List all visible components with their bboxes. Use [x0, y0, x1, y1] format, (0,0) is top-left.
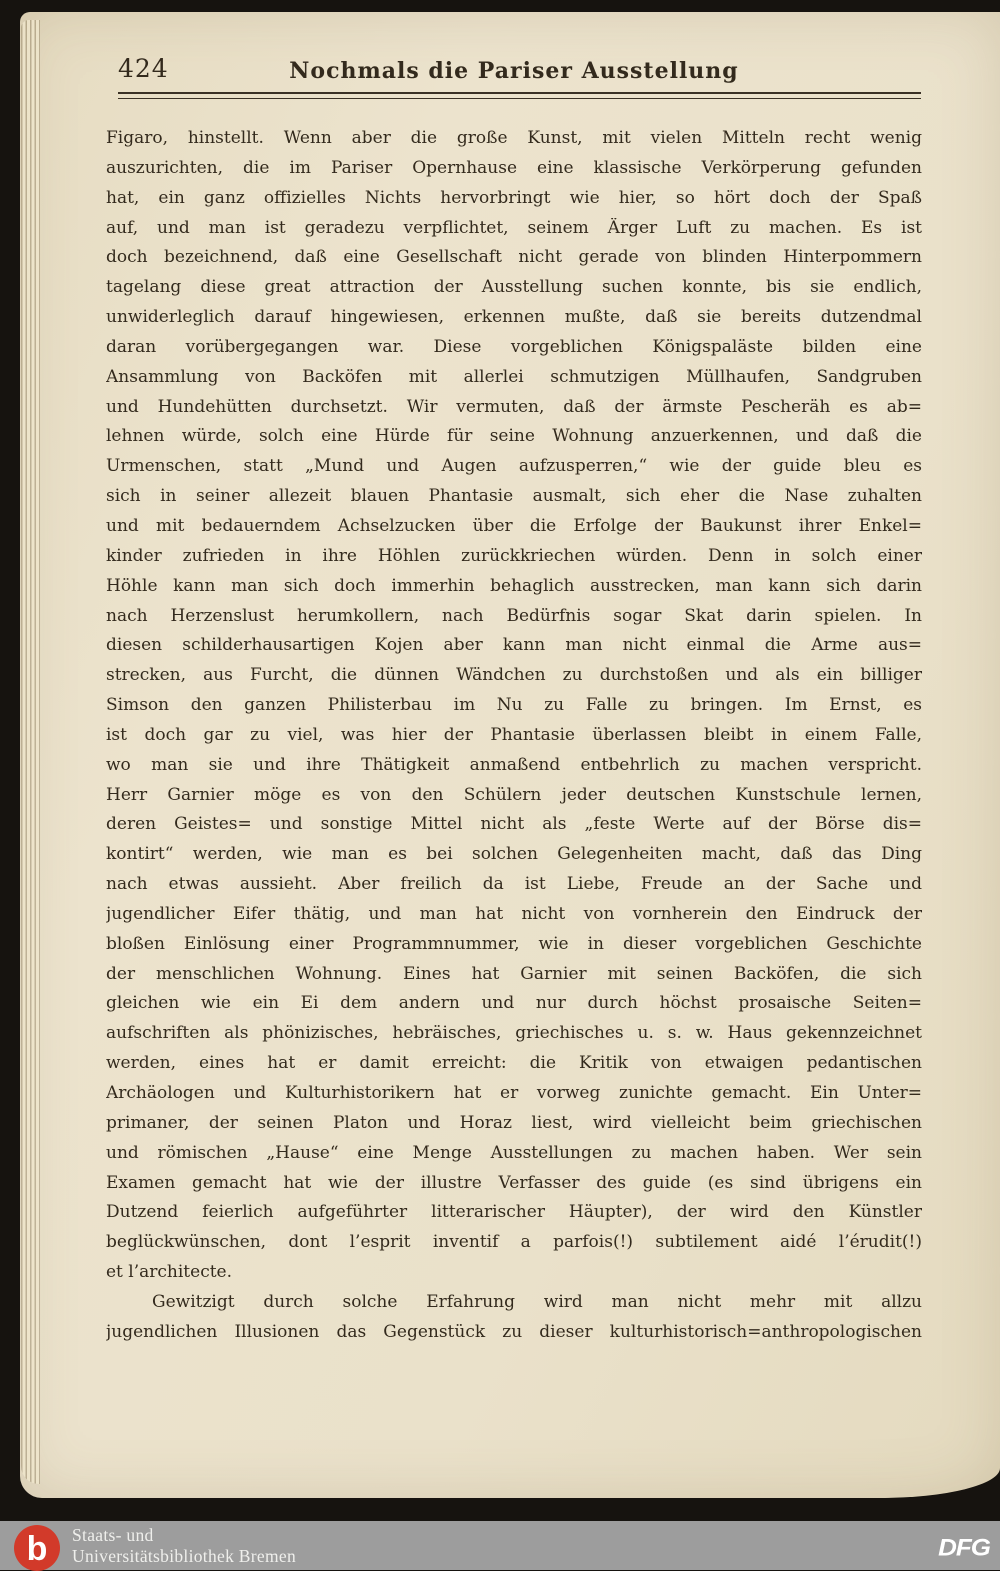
library-name-line2: Universitätsbibliothek Bremen — [72, 1546, 297, 1566]
text-line: daran vorübergegangen war. Diese vorgeblichen Königspaläste bilden eine — [106, 336, 922, 357]
text-line: deren Geistes= und sonstige Mittel nicht als „feste Werte auf der Börse dis= — [106, 814, 922, 835]
text-line: Gewitzigt durch solche Erfahrung wird man nicht mehr mit allzu — [152, 1291, 922, 1312]
text-line: und Hundehütten durchsetzt. Wir vermuten, daß der ärmste Pescheräh es ab= — [106, 396, 922, 417]
text-line: Archäologen und Kulturhistorikern hat er vorweg zunichte gemacht. Ein Unter= — [106, 1083, 922, 1103]
text-line: gleichen wie ein Ei dem andern und nur durch höchst prosaische Seiten= — [106, 993, 922, 1014]
text-line: hat, ein ganz offizielles Nichts hervorbringt wie hier, so hört doch der Spaß — [106, 187, 922, 208]
text-line: nach Herzenslust herumkollern, nach Bedürfnis sogar Skat darin spielen. In — [106, 605, 922, 626]
text-line: und römischen „Hause“ eine Menge Ausstellungen zu machen haben. Wer sein — [106, 1142, 922, 1163]
text-line: jugendlicher Eifer thätig, und man hat nicht von vornherein den Eindruck der — [106, 903, 922, 924]
text-line: nach etwas aussieht. Aber freilich da ist Liebe, Freude an der Sache und — [106, 874, 922, 895]
text-line: et l’architecte. — [106, 1262, 233, 1283]
text-line: bloßen Einlösung einer Programmnummer, wie in dieser vorgeblichen Geschichte — [106, 933, 922, 954]
text-line: jugendlichen Illusionen das Gegenstück zu dieser kulturhistorisch=anthropologischen — [106, 1321, 922, 1342]
book-page — [20, 12, 1000, 1498]
library-name — [72, 1525, 296, 1567]
text-line: Examen gemacht hat wie der illustre Verfasser des guide (es sind übrigens ein — [106, 1172, 922, 1193]
dfg-logo: DFG — [938, 1533, 990, 1561]
text-line: Ansammlung von Backöfen mit allerlei schmutzigen Müllhaufen, Sandgruben — [106, 366, 922, 387]
text-line: der menschlichen Wohnung. Eines hat Garnier mit seinen Backöfen, die sich — [106, 963, 922, 984]
text-line: werden, eines hat er damit erreicht: die Kritik von etwaigen pedantischen — [106, 1053, 922, 1074]
text-line: aufschriften als phönizisches, hebräisches, griechisches u. s. w. Haus gekennzeichnet — [106, 1023, 922, 1044]
text-line: ist doch gar zu viel, was hier der Phantasie überlassen bleibt in einem Falle, — [106, 724, 922, 745]
text-line: diesen schilderhausartigen Kojen aber kann man nicht einmal die Arme aus= — [106, 635, 922, 656]
library-name-line1: Staats- und — [72, 1525, 154, 1545]
text-line: Figaro, hinstellt. Wenn aber die große Kunst, mit vielen Mitteln recht wenig — [106, 128, 922, 148]
text-line: beglückwünschen, dont l’esprit inventif a parfois(!) subtilement aidé l’érudit(!) — [106, 1232, 922, 1253]
library-footer-bar — [0, 1521, 1000, 1570]
text-line: strecken, aus Furcht, die dünnen Wändchen zu durchstoßen und als ein billiger — [106, 665, 922, 686]
text-line: Urmenschen, statt „Mund und Augen aufzusperren,“ wie der guide bleu es — [106, 456, 922, 477]
bremen-library-logo — [14, 1525, 60, 1571]
page-edge-stack — [21, 20, 40, 1484]
header-double-rule — [118, 92, 921, 99]
text-line: kontirt“ werden, wie man es bei solchen Gelegenheiten macht, daß das Ding — [106, 844, 922, 865]
page-body-text — [106, 128, 922, 1352]
text-line: Herr Garnier möge es von den Schülern jeder deutschen Kunstschule lernen, — [106, 784, 922, 805]
page-number: 424 — [118, 54, 169, 83]
text-line: tagelang diese great attraction der Ausstellung suchen konnte, bis sie endlich, — [106, 277, 922, 298]
text-line: Höhle kann man sich doch immerhin behaglich ausstrecken, man kann sich darin — [106, 575, 922, 596]
running-header-title: Nochmals die Pariser Ausstellung — [289, 58, 739, 84]
text-line: kinder zufrieden in ihre Höhlen zurückkriechen würden. Denn in solch einer — [106, 545, 922, 566]
text-line: Simson den ganzen Philisterbau im Nu zu Falle zu bringen. Im Ernst, es — [106, 695, 922, 716]
logo-letter-b: b — [26, 1530, 48, 1568]
text-line: doch bezeichnend, daß eine Gesellschaft nicht gerade von blinden Hinterpommern — [106, 247, 922, 268]
text-line: lehnen würde, solch eine Hürde für seine Wohnung anzuerkennen, und daß die — [106, 426, 922, 447]
text-line: sich in seiner allezeit blauen Phantasie ausmalt, sich eher die Nase zuhalten — [106, 486, 922, 507]
text-line: primaner, der seinen Platon und Horaz liest, wird vielleicht beim griechischen — [106, 1112, 922, 1133]
text-line: wo man sie und ihre Thätigkeit anmaßend entbehrlich zu machen verspricht. — [106, 754, 922, 775]
text-line: Dutzend feierlich aufgeführter litterarischer Häupter), der wird den Künstler — [106, 1202, 922, 1223]
text-line: unwiderleglich darauf hingewiesen, erkennen mußte, daß sie bereits dutzendmal — [106, 307, 922, 328]
text-line: auf, und man ist geradezu verpflichtet, seinem Ärger Luft zu machen. Es ist — [106, 217, 922, 238]
text-line: und mit bedauerndem Achselzucken über die Erfolge der Baukunst ihrer Enkel= — [106, 515, 922, 536]
text-line: auszurichten, die im Pariser Opernhause eine klassische Verkörperung gefunden — [106, 157, 922, 178]
